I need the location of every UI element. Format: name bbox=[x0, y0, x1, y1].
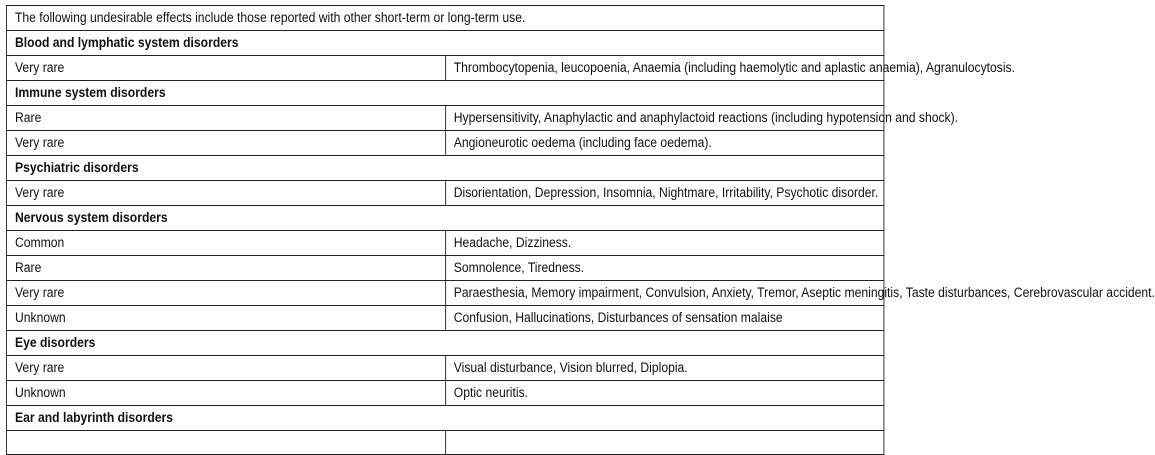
effect-row bbox=[6, 231, 883, 256]
effect-row bbox=[6, 106, 883, 131]
frequency-cell bbox=[6, 431, 445, 455]
section-title: Ear and labyrinth disorders bbox=[6, 406, 883, 431]
effects-cell: Angioneurotic oedema (including face oedema). bbox=[445, 131, 884, 156]
effect-row bbox=[6, 131, 883, 156]
effect-row bbox=[6, 356, 883, 381]
frequency-cell: Unknown bbox=[6, 306, 445, 331]
section-header-row bbox=[6, 206, 883, 231]
section-title: Immune system disorders bbox=[6, 81, 883, 106]
section-header-row bbox=[6, 331, 883, 356]
adverse-effects-table bbox=[6, 5, 1155, 455]
section-header-row bbox=[6, 81, 883, 106]
frequency-cell: Unknown bbox=[6, 381, 445, 406]
effect-row bbox=[6, 306, 883, 331]
section-title: Eye disorders bbox=[6, 331, 883, 356]
effects-cell bbox=[445, 431, 884, 455]
frequency-cell: Very rare bbox=[6, 181, 445, 206]
effect-row bbox=[6, 181, 883, 206]
intro-text: The following undesirable effects include those reported with other short-term or long-term use. bbox=[6, 6, 883, 31]
effect-row bbox=[6, 56, 883, 81]
effects-cell: Thrombocytopenia, leucopoenia, Anaemia (including haemolytic and aplastic anaemia), Agranulocytosis. bbox=[445, 56, 884, 81]
effect-row bbox=[6, 281, 883, 306]
frequency-cell: Very rare bbox=[6, 56, 445, 81]
table-body bbox=[6, 6, 1155, 455]
effects-cell: Visual disturbance, Vision blurred, Diplopia. bbox=[445, 356, 884, 381]
effects-cell: Confusion, Hallucinations, Disturbances of sensation malaise bbox=[445, 306, 884, 331]
frequency-cell: Common bbox=[6, 231, 445, 256]
frequency-cell: Rare bbox=[6, 106, 445, 131]
frequency-cell: Very rare bbox=[6, 131, 445, 156]
frequency-cell: Very rare bbox=[6, 356, 445, 381]
effects-cell: Hypersensitivity, Anaphylactic and anaphylactoid reactions (including hypotension and shock). bbox=[445, 106, 884, 131]
effects-cell: Optic neuritis. bbox=[445, 381, 884, 406]
section-header-row bbox=[6, 406, 883, 431]
effect-row bbox=[6, 256, 883, 281]
section-title: Psychiatric disorders bbox=[6, 156, 883, 181]
section-header-row bbox=[6, 31, 883, 56]
frequency-cell: Rare bbox=[6, 256, 445, 281]
effect-row bbox=[6, 431, 883, 455]
intro-row bbox=[6, 6, 883, 31]
effect-row bbox=[6, 381, 883, 406]
frequency-cell: Very rare bbox=[6, 281, 445, 306]
effects-cell: Headache, Dizziness. bbox=[445, 231, 884, 256]
effects-cell: Disorientation, Depression, Insomnia, Nightmare, Irritability, Psychotic disorder. bbox=[445, 181, 884, 206]
section-header-row bbox=[6, 156, 883, 181]
effects-cell: Paraesthesia, Memory impairment, Convulsion, Anxiety, Tremor, Aseptic meningitis, Taste disturbances, Cerebrovascular accident. bbox=[445, 281, 884, 306]
section-title: Blood and lymphatic system disorders bbox=[6, 31, 883, 56]
effects-cell: Somnolence, Tiredness. bbox=[445, 256, 884, 281]
section-title: Nervous system disorders bbox=[6, 206, 883, 231]
